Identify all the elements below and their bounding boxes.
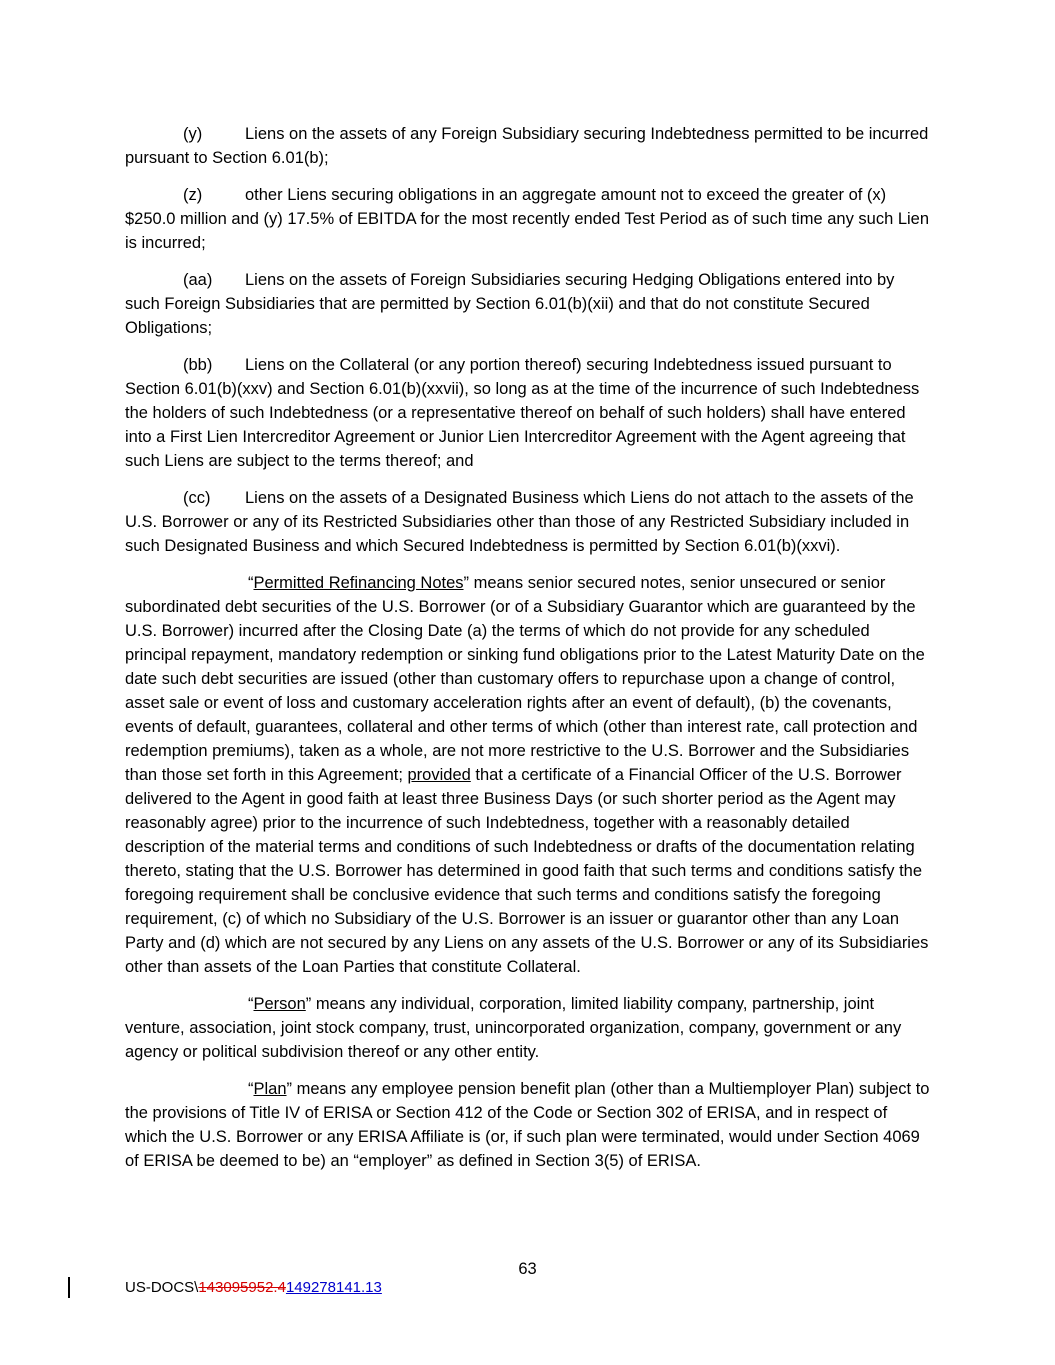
clause-cc-label: (cc) — [183, 489, 211, 507]
clause-cc-text: Liens on the assets of a Designated Business which Liens do not attach to the assets of the U.S. Borrower or any of its Restricted Subsidiaries other than those of any Restricted Subsidiary included in such Designated Business and which Secured Indebtedness is permitted by Section 6.01(b)(xxvi). — [125, 489, 914, 555]
clause-aa — [125, 268, 931, 340]
definition-permitted-refinancing-notes — [125, 571, 931, 979]
doc-id-deleted: 143095952.4 — [198, 1279, 286, 1296]
open-quote: “ — [248, 995, 254, 1013]
definition-body-text: ” means any individual, corporation, limited liability company, partnership, joint venture, association, joint stock company, trust, unincorporated organization, company, government or any agency or political subdivision thereof or any other entity. — [125, 995, 902, 1061]
defined-term-plan: Plan — [253, 1080, 287, 1098]
clause-y-label: (y) — [183, 125, 203, 143]
clause-cc — [125, 486, 931, 558]
document-body — [125, 122, 931, 1186]
clause-z-text: other Liens securing obligations in an aggregate amount not to exceed the greater of (x) $250.0 million and (y) 17.5% of EBITDA for the most recently ended Test Period as of such time any such Lien is incurred; — [125, 186, 930, 252]
clause-bb — [125, 353, 931, 473]
definition-plan — [125, 1077, 931, 1173]
clause-aa-label: (aa) — [183, 271, 213, 289]
definition-body-text: ” means any employee pension benefit plan (other than a Multiemployer Plan) subject to the provisions of Title IV of ERISA or Section 412 of the Code or Section 302 of ERISA, and in respect of which the U.S. Borrower or any ERISA Affiliate is (or, if such plan were terminated, would under Section 4069 of ERISA be deemed to be) an “employer” as defined in Section 3(5) of ERISA. — [125, 1080, 930, 1170]
footer-doc-id — [125, 1278, 382, 1298]
defined-term-permitted-refinancing-notes: Permitted Refinancing Notes — [253, 574, 464, 592]
open-quote: “ — [248, 574, 254, 592]
proviso-term-provided: provided — [407, 766, 471, 784]
doc-id-prefix: US-DOCS\ — [125, 1279, 199, 1296]
clause-bb-text: Liens on the Collateral (or any portion thereof) securing Indebtedness issued pursuant to Section 6.01(b)(xxv) and Section 6.01(b)(xxvii), so long as at the time of the incurrence of such Indebtedness the holders of such Indebtedness (or a representative thereof on behalf of such holders) shall have entered into a First Lien Intercreditor Agreement or Junior Lien Intercreditor Agreement with the Agent agreeing that such Liens are subject to the terms thereof; and — [125, 356, 920, 470]
clause-z-label: (z) — [183, 186, 203, 204]
clause-y-text: Liens on the assets of any Foreign Subsidiary securing Indebtedness permitted to be incurred pursuant to Section 6.01(b); — [125, 125, 929, 167]
definition-body-text: that a certificate of a Financial Officer of the U.S. Borrower delivered to the Agent in good faith at least three Business Days (or such shorter period as the Agent may reasonably agree) prior to the incurrence of such Indebtedness, together with a reasonably detailed description of the material terms and conditions of such Indebtedness or drafts of the documentation relating thereto, stating that the U.S. Borrower has determined in good faith that such terms and conditions satisfy the foregoing requirement shall be conclusive evidence that such terms and conditions satisfy the foregoing requirement, (c) of which no Subsidiary of the U.S. Borrower is an issuer or guarantor other than any Loan Party and (d) which are not secured by any Liens on any assets of the U.S. Borrower or any of its Subsidiaries other than assets of the Loan Parties that constitute Collateral. — [125, 766, 929, 976]
clause-y — [125, 122, 931, 170]
page-number: 63 — [518, 1260, 537, 1278]
defined-term-person: Person — [253, 995, 306, 1013]
clause-z — [125, 183, 931, 255]
definition-person — [125, 992, 931, 1064]
doc-id-inserted: 149278141.13 — [285, 1279, 382, 1296]
clause-aa-text: Liens on the assets of Foreign Subsidiaries securing Hedging Obligations entered into by such Foreign Subsidiaries that are permitted by Section 6.01(b)(xii) and that do not constitute Secured Obligations; — [125, 271, 895, 337]
change-bar — [68, 1277, 70, 1298]
clause-bb-label: (bb) — [183, 356, 213, 374]
definition-body-text: ” means senior secured notes, senior unsecured or senior subordinated debt securities of the U.S. Borrower (or of a Subsidiary Guarantor which are guaranteed by the U.S. Borrower) incurred after the Closing Date (a) the terms of which do not provide for any scheduled principal repayment, mandatory redemption or sinking fund obligations prior to the Latest Maturity Date on the date such debt securities are issued (other than customary offers to repurchase upon a change of control, asset sale or event of loss and customary acceleration rights after an event of default), (b) the covenants, events of default, guarantees, collateral and other terms of which (other than interest rate, call protection and redemption premiums), taken as a whole, are not more restrictive to the U.S. Borrower and the Subsidiaries than those set forth in this Agreement; — [125, 574, 925, 784]
open-quote: “ — [248, 1080, 254, 1098]
